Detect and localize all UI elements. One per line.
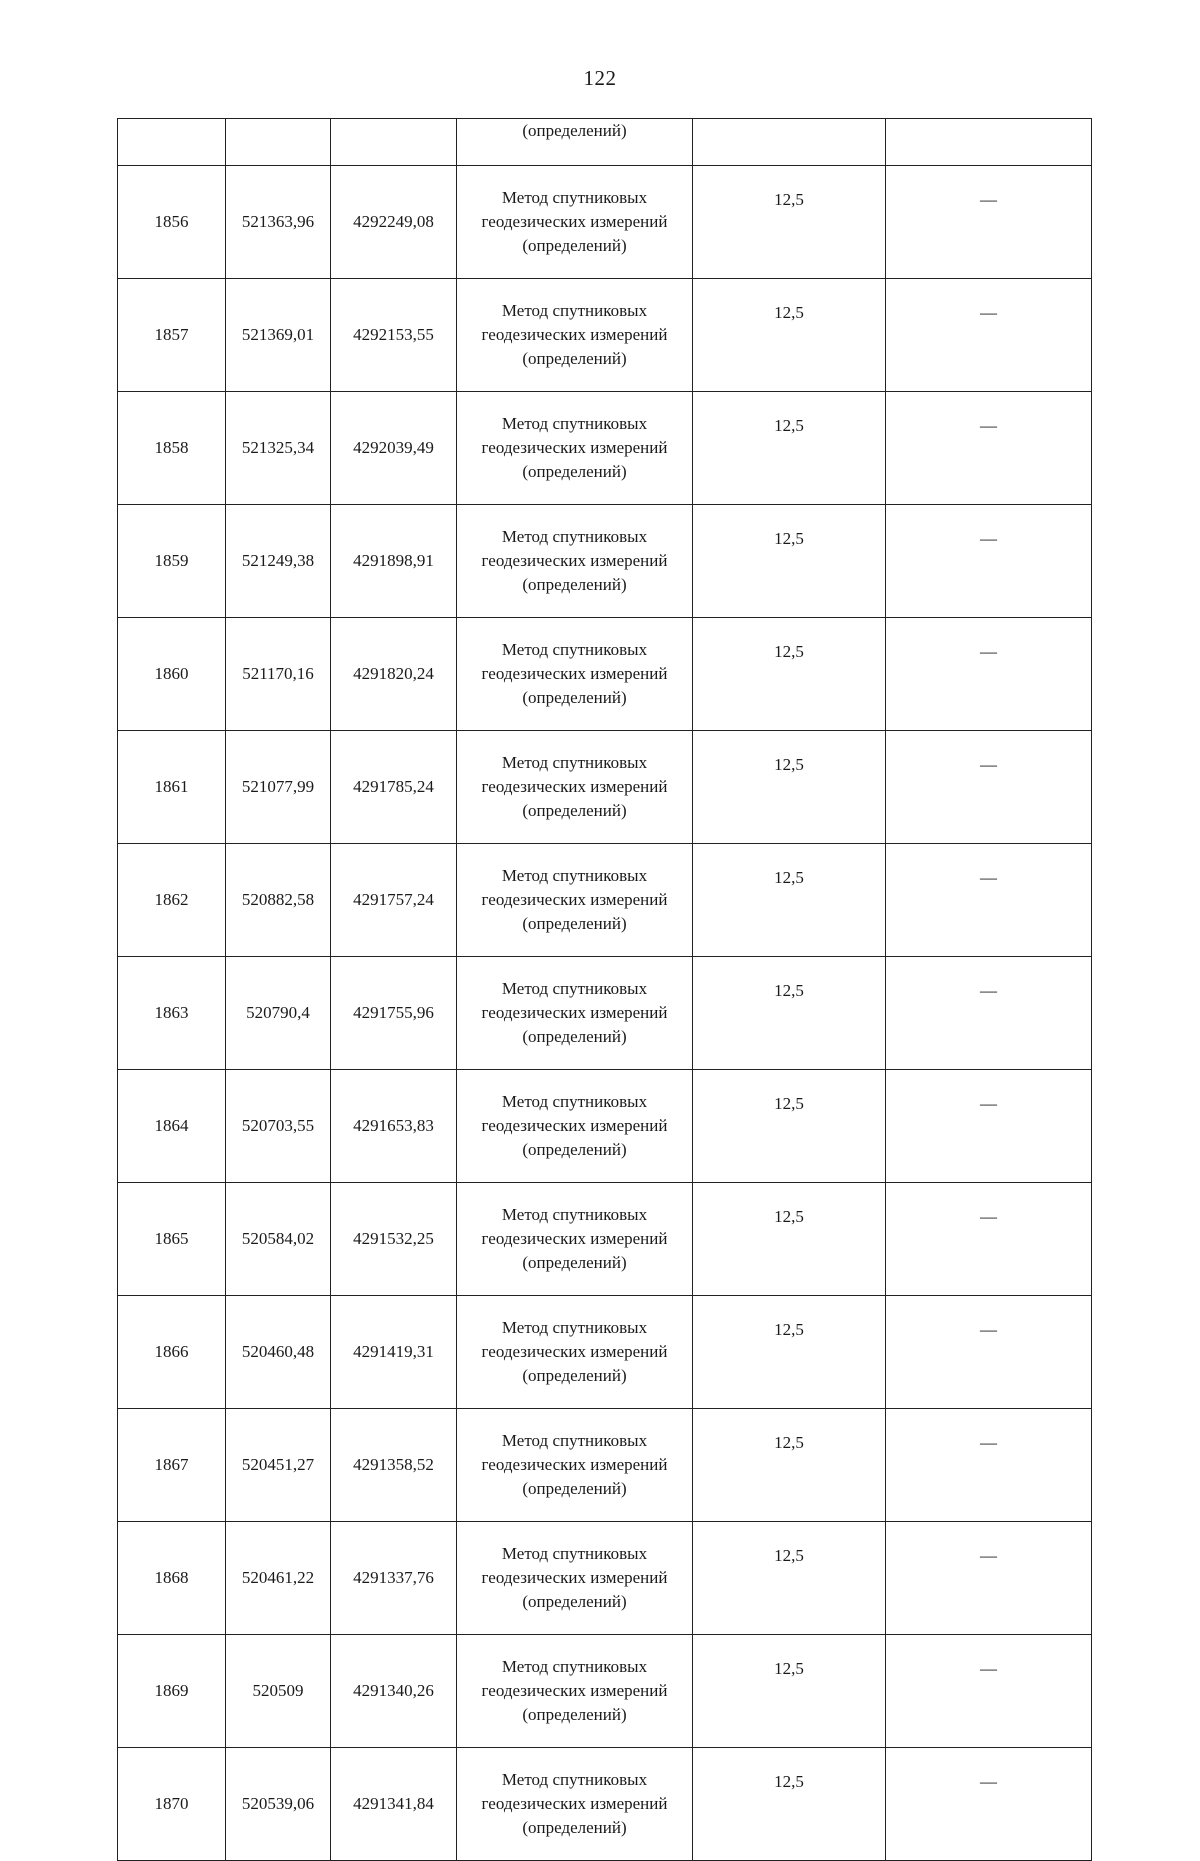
method-line: геодезических измерений — [481, 1116, 668, 1135]
point-number-cell: 1867 — [118, 1409, 226, 1522]
method-cell — [457, 392, 693, 505]
x-coordinate-cell: 520460,48 — [226, 1296, 331, 1409]
page-number: 122 — [583, 66, 617, 90]
tolerance-cell: 12,5 — [693, 1522, 886, 1635]
point-number-cell: 1862 — [118, 844, 226, 957]
coordinates-table — [117, 118, 1092, 1861]
table-row — [118, 1296, 1092, 1409]
note-cell: — — [886, 392, 1092, 505]
method-line: геодезических измерений — [481, 438, 668, 457]
note-cell: — — [886, 1296, 1092, 1409]
y-coordinate-cell: 4291532,25 — [331, 1183, 457, 1296]
method-line: (определений) — [522, 236, 627, 255]
method-cell — [457, 1183, 693, 1296]
table-row — [118, 505, 1092, 618]
x-coordinate-cell: 521249,38 — [226, 505, 331, 618]
note-cell: — — [886, 1748, 1092, 1861]
tolerance-cell: 12,5 — [693, 844, 886, 957]
x-coordinate-cell: 520790,4 — [226, 957, 331, 1070]
tolerance-cell: 12,5 — [693, 1635, 886, 1748]
method-line: Метод спутниковых — [501, 866, 648, 885]
table-row — [118, 957, 1092, 1070]
point-number-cell: 1858 — [118, 392, 226, 505]
continuation-row — [118, 119, 1092, 166]
tolerance-cell: 12,5 — [693, 1070, 886, 1183]
method-cell — [457, 957, 693, 1070]
table-row — [118, 1748, 1092, 1861]
method-line: Метод спутниковых — [501, 979, 648, 998]
note-cell — [886, 119, 1092, 166]
method-line: (определений) — [522, 462, 627, 481]
y-coordinate-cell — [331, 119, 457, 166]
method-line: Метод спутниковых — [501, 188, 648, 207]
method-line: (определений) — [522, 801, 627, 820]
y-coordinate-cell: 4291419,31 — [331, 1296, 457, 1409]
tolerance-cell — [693, 119, 886, 166]
tolerance-cell: 12,5 — [693, 392, 886, 505]
table-row — [118, 166, 1092, 279]
x-coordinate-cell: 521369,01 — [226, 279, 331, 392]
method-cell — [457, 1522, 693, 1635]
table-row — [118, 392, 1092, 505]
method-line: Метод спутниковых — [501, 1092, 648, 1111]
tolerance-cell: 12,5 — [693, 166, 886, 279]
y-coordinate-cell: 4291898,91 — [331, 505, 457, 618]
method-line: Метод спутниковых — [501, 1770, 648, 1789]
point-number-cell: 1863 — [118, 957, 226, 1070]
point-number-cell: 1866 — [118, 1296, 226, 1409]
x-coordinate-cell: 520584,02 — [226, 1183, 331, 1296]
y-coordinate-cell: 4291757,24 — [331, 844, 457, 957]
method-line: геодезических измерений — [481, 1003, 668, 1022]
note-cell: — — [886, 1409, 1092, 1522]
note-cell: — — [886, 1183, 1092, 1296]
method-line: (определений) — [522, 1366, 627, 1385]
note-cell: — — [886, 166, 1092, 279]
tolerance-cell: 12,5 — [693, 957, 886, 1070]
method-line: геодезических измерений — [481, 325, 668, 344]
x-coordinate-cell: 520451,27 — [226, 1409, 331, 1522]
note-cell: — — [886, 731, 1092, 844]
x-coordinate-cell: 520461,22 — [226, 1522, 331, 1635]
point-number-cell: 1870 — [118, 1748, 226, 1861]
y-coordinate-cell: 4291653,83 — [331, 1070, 457, 1183]
x-coordinate-cell: 521077,99 — [226, 731, 331, 844]
table-row — [118, 731, 1092, 844]
x-coordinate-cell — [226, 119, 331, 166]
method-cell — [457, 166, 693, 279]
method-line: геодезических измерений — [481, 777, 668, 796]
method-line: Метод спутниковых — [501, 640, 648, 659]
note-cell: — — [886, 844, 1092, 957]
x-coordinate-cell: 521325,34 — [226, 392, 331, 505]
method-line: (определений) — [522, 1818, 627, 1837]
note-cell: — — [886, 505, 1092, 618]
method-line: (определений) — [522, 1479, 627, 1498]
method-line: геодезических измерений — [481, 890, 668, 909]
tolerance-cell: 12,5 — [693, 1748, 886, 1861]
method-line: геодезических измерений — [481, 1568, 668, 1587]
y-coordinate-cell: 4291358,52 — [331, 1409, 457, 1522]
method-line: (определений) — [522, 1592, 627, 1611]
tolerance-cell: 12,5 — [693, 618, 886, 731]
method-line: (определений) — [522, 575, 627, 594]
method-line: геодезических измерений — [481, 1229, 668, 1248]
note-cell: — — [886, 1522, 1092, 1635]
note-cell: — — [886, 957, 1092, 1070]
method-line: (определений) — [522, 349, 627, 368]
method-line: геодезических измерений — [481, 1794, 668, 1813]
method-cell — [457, 1296, 693, 1409]
point-number-cell: 1857 — [118, 279, 226, 392]
point-number-cell: 1868 — [118, 1522, 226, 1635]
method-cell: (определений) — [457, 119, 693, 166]
table-row — [118, 279, 1092, 392]
y-coordinate-cell: 4292153,55 — [331, 279, 457, 392]
point-number-cell: 1864 — [118, 1070, 226, 1183]
tolerance-cell: 12,5 — [693, 279, 886, 392]
method-cell — [457, 1635, 693, 1748]
table-row — [118, 844, 1092, 957]
method-cell — [457, 279, 693, 392]
y-coordinate-cell: 4292249,08 — [331, 166, 457, 279]
point-number-cell: 1856 — [118, 166, 226, 279]
method-line: (определений) — [522, 688, 627, 707]
y-coordinate-cell: 4291341,84 — [331, 1748, 457, 1861]
method-line: Метод спутниковых — [501, 301, 648, 320]
tolerance-cell: 12,5 — [693, 1183, 886, 1296]
table-row — [118, 618, 1092, 731]
point-number-cell: 1869 — [118, 1635, 226, 1748]
method-cell — [457, 844, 693, 957]
tolerance-cell: 12,5 — [693, 1409, 886, 1522]
method-line: (определений) — [522, 1705, 627, 1724]
x-coordinate-cell: 520703,55 — [226, 1070, 331, 1183]
coordinates-table-body — [118, 119, 1092, 1861]
method-cell — [457, 505, 693, 618]
method-cell — [457, 1409, 693, 1522]
method-line: Метод спутниковых — [501, 527, 648, 546]
method-line: (определений) — [522, 1027, 627, 1046]
method-line: (определений) — [522, 914, 627, 933]
tolerance-cell: 12,5 — [693, 505, 886, 618]
tolerance-cell: 12,5 — [693, 1296, 886, 1409]
method-line: геодезических измерений — [481, 551, 668, 570]
x-coordinate-cell: 520509 — [226, 1635, 331, 1748]
note-cell: — — [886, 279, 1092, 392]
method-line: геодезических измерений — [481, 1455, 668, 1474]
x-coordinate-cell: 520539,06 — [226, 1748, 331, 1861]
method-line: геодезических измерений — [481, 1342, 668, 1361]
method-line: геодезических измерений — [481, 212, 668, 231]
y-coordinate-cell: 4292039,49 — [331, 392, 457, 505]
note-cell: — — [886, 618, 1092, 731]
method-line: (определений) — [522, 1253, 627, 1272]
method-line: геодезических измерений — [481, 1681, 668, 1700]
method-line: Метод спутниковых — [501, 1431, 648, 1450]
tolerance-cell: 12,5 — [693, 731, 886, 844]
y-coordinate-cell: 4291820,24 — [331, 618, 457, 731]
method-line: Метод спутниковых — [501, 1657, 648, 1676]
table-row — [118, 1409, 1092, 1522]
method-line: (определений) — [522, 1140, 627, 1159]
point-number-cell: 1861 — [118, 731, 226, 844]
point-number-cell: 1859 — [118, 505, 226, 618]
table-row — [118, 1635, 1092, 1748]
method-cell — [457, 618, 693, 731]
method-line: Метод спутниковых — [501, 1544, 648, 1563]
point-number-cell: 1860 — [118, 618, 226, 731]
method-cell — [457, 1070, 693, 1183]
method-line: Метод спутниковых — [501, 753, 648, 772]
note-cell: — — [886, 1070, 1092, 1183]
y-coordinate-cell: 4291755,96 — [331, 957, 457, 1070]
method-cell — [457, 1748, 693, 1861]
method-line: геодезических измерений — [481, 664, 668, 683]
method-line: Метод спутниковых — [501, 1318, 648, 1337]
x-coordinate-cell: 521363,96 — [226, 166, 331, 279]
table-row — [118, 1183, 1092, 1296]
y-coordinate-cell: 4291337,76 — [331, 1522, 457, 1635]
point-number-cell — [118, 119, 226, 166]
table-row — [118, 1522, 1092, 1635]
table-row — [118, 1070, 1092, 1183]
method-line: Метод спутниковых — [501, 414, 648, 433]
method-line: Метод спутниковых — [501, 1205, 648, 1224]
x-coordinate-cell: 521170,16 — [226, 618, 331, 731]
x-coordinate-cell: 520882,58 — [226, 844, 331, 957]
method-cell — [457, 731, 693, 844]
y-coordinate-cell: 4291340,26 — [331, 1635, 457, 1748]
note-cell: — — [886, 1635, 1092, 1748]
point-number-cell: 1865 — [118, 1183, 226, 1296]
y-coordinate-cell: 4291785,24 — [331, 731, 457, 844]
